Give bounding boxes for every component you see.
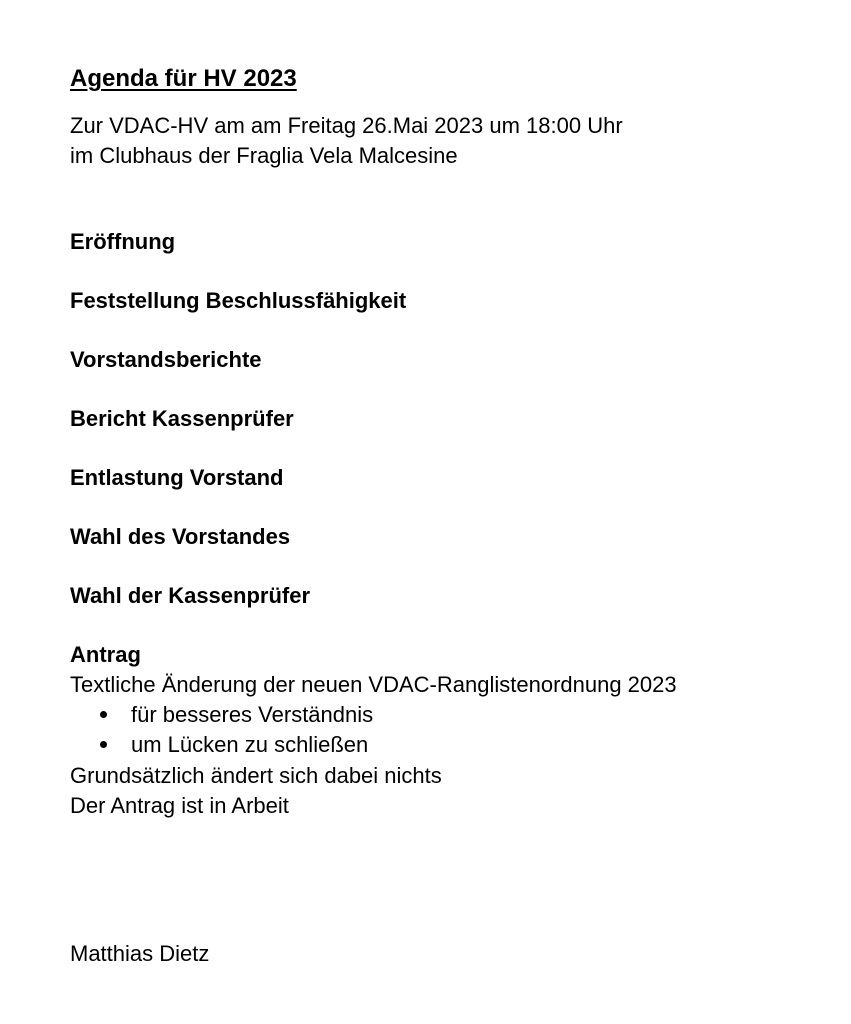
antrag-description: Textliche Änderung der neuen VDAC-Ranglistenordnung 2023 (70, 672, 677, 697)
antrag-bullet-text: für besseres Verständnis (131, 702, 374, 727)
agenda-item-beschlussfaehigkeit: Feststellung Beschlussfähigkeit (70, 288, 407, 313)
page-title: Agenda für HV 2023 (70, 65, 297, 92)
bullet-icon (100, 741, 107, 748)
agenda-item-bericht-kassenpruefer: Bericht Kassenprüfer (70, 406, 294, 431)
agenda-item-eroeffnung: Eröffnung (70, 229, 176, 254)
agenda-item-vorstandsberichte: Vorstandsberichte (70, 347, 262, 372)
agenda-item-wahl-kassenpruefer: Wahl der Kassenprüfer (70, 583, 311, 608)
antrag-note-unchanged: Grundsätzlich ändert sich dabei nichts (70, 763, 442, 788)
bullet-icon (100, 711, 107, 718)
agenda-item-entlastung-vorstand: Entlastung Vorstand (70, 465, 284, 490)
agenda-item-wahl-vorstand: Wahl des Vorstandes (70, 524, 291, 549)
intro-line-date: Zur VDAC-HV am am Freitag 26.Mai 2023 um 18:00 Uhr (70, 113, 623, 138)
antrag-bullet (100, 731, 368, 759)
intro-line-location: im Clubhaus der Fraglia Vela Malcesine (70, 143, 458, 168)
antrag-note-in-progress: Der Antrag ist in Arbeit (70, 793, 289, 818)
agenda-item-antrag: Antrag (70, 642, 141, 667)
antrag-bullet-text: um Lücken zu schließen (131, 732, 369, 757)
antrag-bullet (100, 701, 373, 729)
signature-name: Matthias Dietz (70, 941, 210, 966)
intro-text (70, 111, 623, 171)
